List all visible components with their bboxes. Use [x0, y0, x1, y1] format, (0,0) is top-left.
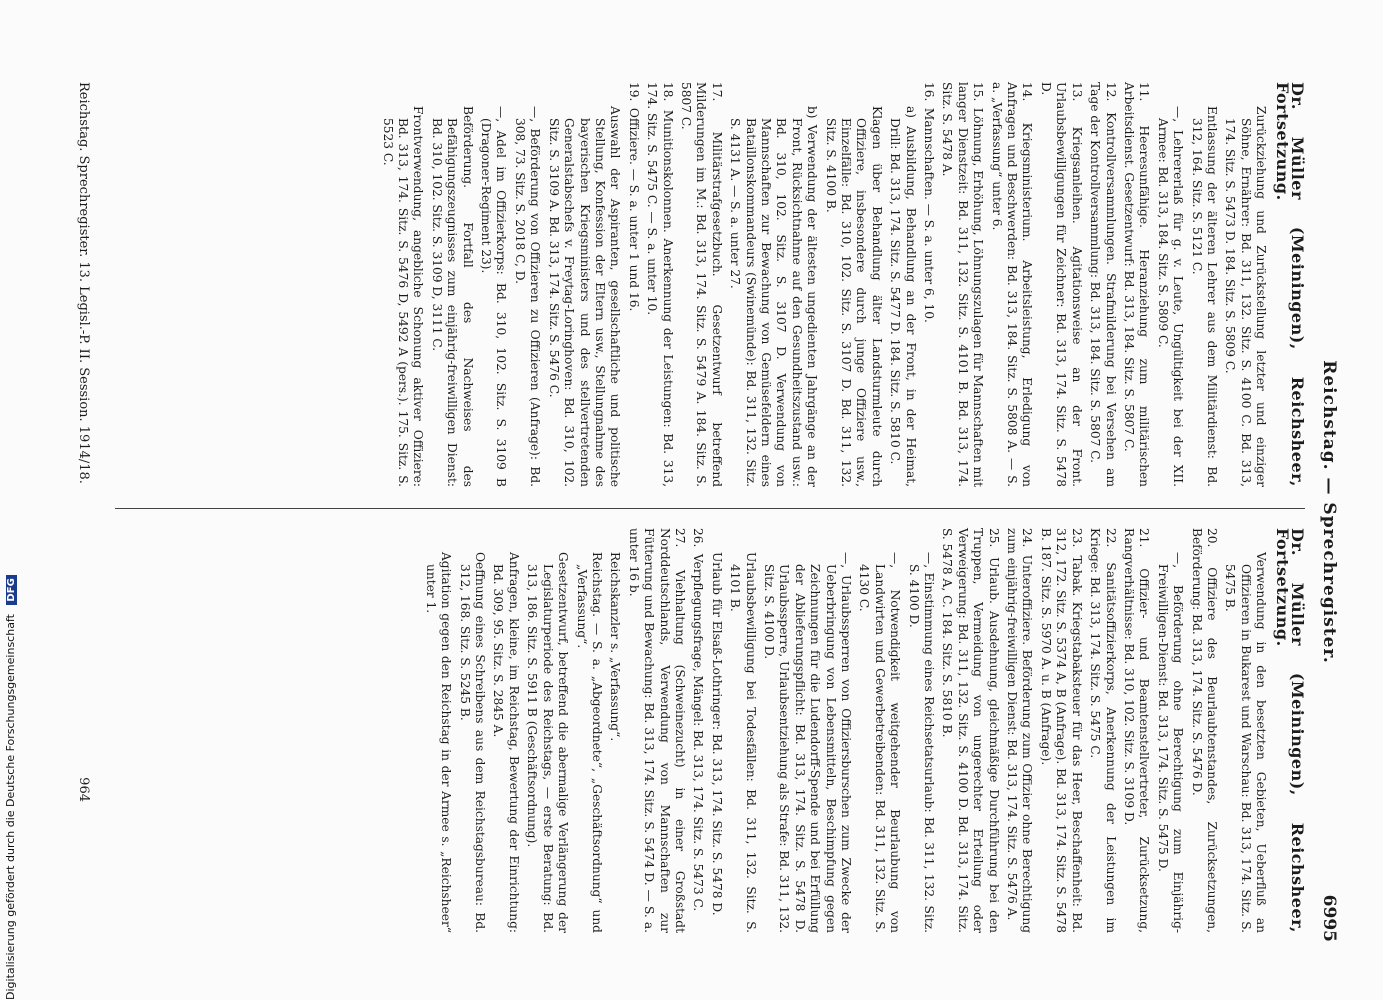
entry-text: Reichstag. — S. a. „Abgeordnete“, „Geschäftsordnung“ und „Verfassung“. — [574, 552, 604, 933]
entry-text: —, Urlaubssperren von Offiziersburschen zum Zwecke der Ueberbringung von Lebensmitteln, Beschimpfung gegen Zeichnungen für die Ludendorff-Spende und bei Erfüllung der Ablieferungspflicht: Bd. 313, 174. Sitz. S. 5478 D. Urlaubssperre, Urlaubsentziehung als Strafe: Bd. 311, 132. Sitz. S. 4100 D. — [762, 552, 854, 933]
entry-text: Verwendung in den besetzten Gebieten, Ueberfluß an Offizieren in Bukarest und Warschau: Bd. 313, 174. Sitz. S. 5475 B. — [1223, 552, 1269, 933]
register-entry — [727, 106, 819, 487]
entry-number: 21. — [1137, 528, 1152, 548]
register-entry — [939, 82, 985, 487]
running-head — [1309, 82, 1339, 942]
entry-text: Oeffnung eines Schreibens aus dem Reichstagsbureau: Bd. 312, 168. Sitz. S. 5245 B. — [457, 552, 488, 933]
running-head-title: Reichstag. — Sprechregister. — [1319, 360, 1339, 664]
register-entry — [573, 552, 604, 933]
right-column — [96, 528, 1305, 933]
entry-number: 15. — [971, 82, 986, 102]
entry-number: 24. — [1020, 528, 1035, 548]
entry-text: Urlaubsbewilligung bei Todesfällen: Bd. 311, 132. Sitz. S. 4101 B. — [728, 552, 758, 933]
entry-text: Entlassung der älteren Lehrer aus dem Militärdienst: Bd. 312, 164. Sitz. S. 5121 C. — [1189, 106, 1219, 487]
entry-number: 12. — [1103, 82, 1118, 102]
entry-text: Kriegsministerium. Arbeitsleistung, Erledigung von Anfragen und Beschwerden: Bd. 313, 184. Sitz. S. 5808 A. — S. a. „Verfassung“ unter 6. — [989, 82, 1035, 487]
page-footer — [67, 82, 91, 942]
register-entry — [727, 552, 758, 933]
register-entry — [456, 552, 487, 933]
page-number: 6995 — [1319, 894, 1339, 942]
right-entry-list — [422, 528, 1268, 933]
register-entry — [708, 552, 723, 933]
register-entry — [545, 106, 622, 487]
entry-text: Urlaub für Elsaß-Lothringer: Bd. 313, 174. Sitz. S. 5478 D. — [709, 552, 724, 916]
entry-text: —, Adel im Offizierkorps: Bd. 310, 102. Sitz. S. 3109 B (Dragoner-Regiment 23). — [479, 106, 509, 487]
entry-text: —, Einstimmung eines Reichsetatsurlaub: Bd. 311, 132. Sitz. S. 4100 D. — [906, 552, 937, 933]
register-entry — [1038, 528, 1084, 933]
entry-text: Militärstrafgesetzbuch. Gesetzentwurf betreffend Milderungen im M.: Bd. 313, 174. Sitz. S. 5479 A. 184. Sitz. S. 5807 C. — [678, 82, 724, 487]
entry-number: 18. — [660, 82, 675, 102]
entry-number: 20. — [1204, 528, 1219, 548]
entry-text: Offiziere. — S. a. unter 1 und 16. — [626, 107, 641, 312]
left-column-heading: Dr. Müller (Meiningen), Reichsheer, Fortsetzung. — [1272, 82, 1307, 487]
register-entry — [1087, 82, 1118, 487]
register-entry — [478, 106, 509, 487]
entry-text: Reichskanzler s. „Verfassung“. — [608, 552, 623, 742]
entry-number: 26. — [691, 528, 706, 548]
register-entry — [512, 106, 543, 487]
entry-text: Klagen über Behandlung älter Landsturmleute durch Offiziere, insbesondere durch junge Offiziere usw., Einzelfälle: Bd. 310, 102. Sitz. S. 3107 D. Bd. 311, 132. Sitz. S. 4100 B. — [823, 106, 884, 487]
footer-register-line: Reichstag. Sprechregister. 13. Legisl.-P. II. Session. 1914/18. — [76, 82, 91, 484]
register-entry — [905, 552, 936, 933]
entry-number: 14. — [1020, 82, 1035, 102]
digitization-credit — [4, 0, 17, 1000]
register-entry — [939, 528, 1001, 933]
entry-number: 22. — [1103, 528, 1118, 548]
register-entry — [524, 552, 570, 933]
register-entry — [644, 82, 675, 487]
left-column — [96, 82, 1305, 487]
register-entry — [1004, 528, 1035, 933]
entry-number: 16. — [922, 82, 937, 102]
entry-text: Verpflegungsfrage, Mängel: Bd. 313, 174. Sitz. S. 5473 C. — [691, 553, 706, 912]
register-entry — [1188, 106, 1219, 487]
entry-text: —, Lehrererlaß für g. v. Leute, Ungültigkeit bei der XII. Armee: Bd. 313, 184. Sitz. S. 5809 C. — [1155, 106, 1186, 487]
register-entry — [1154, 552, 1185, 933]
entry-text: Offiziere des Beurlaubtenstandes, Zurücksetzungen, Beförderung: Bd. 313, 174. Sitz. S. 5476 D. — [1189, 528, 1219, 934]
entry-text: Kontrollversammlungen. Strafmilderung bei Versehen am Tage der Kontrollversammlung: Bd. 313, 184. Sitz. S. 5807 C. — [1088, 82, 1118, 487]
register-entry — [490, 552, 521, 933]
entry-text: Agitation gegen den Reichstag in der Armee s. „Reichsheer“ unter 1. — [423, 552, 454, 933]
entry-text: a) Ausbildung, Behandlung an der Front, in der Heimat, Drill: Bd. 313, 174. Sitz. S. 5477 D. 184. Sitz. S. 5810 C. — [888, 106, 918, 487]
register-entry — [1154, 106, 1185, 487]
entry-text: Sanitätsoffizierkorps, Anerkennung der Leistungen im Kriege: Bd. 313, 174. Sitz. S. 5475 C. — [1088, 528, 1118, 934]
entry-text: Mannschaften. — S. a. unter 6, 10. — [922, 107, 937, 323]
entry-number: 25. — [986, 528, 1001, 548]
entry-text: Beförderung. Fortfall des Nachweises des Befähigungszeugnisses zum einjährig-freiwilligen Dienst: Bd. 310, 102. Sitz. S. 3109 D, 3111 C. — [429, 106, 475, 487]
entry-text: Tabak. Kriegstabaksteuer für das Heer, Beschaffenheit: Bd. 312, 172. Sitz. S. 5374 A, B (Anfrage). Bd. 313, 174. Sitz. S. 5478 B. 187. Sitz. S. 5970 A. u. B (Anfrage). — [1038, 528, 1084, 934]
register-entry — [856, 552, 902, 933]
entry-text: Offizier- und Beamtenstellvertreter, Zurücksetzung, Rangverhältnisse: Bd. 310, 102. Sitz. S. 3109 D. — [1121, 528, 1152, 934]
register-entry — [1222, 106, 1268, 487]
register-entry — [625, 82, 640, 487]
entry-text: Kriegsanleihen. Agitationsweise an der Front. Urlaubsbewilligungen für Zeichner: Bd. 313, 174. Sitz. S. 5478 D. — [1038, 82, 1084, 488]
entry-number: 23. — [1069, 528, 1084, 548]
register-entry — [607, 552, 622, 933]
register-entry — [887, 106, 918, 487]
register-entry — [1121, 82, 1152, 487]
register-entry — [678, 82, 724, 487]
register-entry — [1222, 552, 1268, 933]
dfg-logo: DFG — [6, 575, 17, 604]
entry-text: Anfragen, kleine, im Reichstag, Bewertung der Einrichtung: Bd. 309, 95. Sitz. S. 2845 A. — [491, 552, 521, 933]
entry-text: Auswahl der Aspiranten, gesellschaftliche und politische Stellung, Konfession der Eltern usw., Stellungnahme des bayerischen Kriegsministers und des stellvertretenden Generalstabschefs v. Freytag-Loringhoven: Bd. 310, 102. Sitz. S. 3109 A. Bd. 313, 174. Sitz. S. 5476 C. — [546, 106, 623, 487]
entry-number: 13. — [1069, 82, 1084, 102]
entry-text: Heeresunfähige. Heranziehung zum militärischen Arbeitsdienst. Gesetzentwurf: Bd. 313, 184. Sitz. S. 5807 C. — [1121, 82, 1152, 487]
entry-text: Viehhaltung (Schweinezucht) in einer Großstadt Norddeutschlands, Verwendung von Mannschaften zur Fütterung und Bewachung: Bd. 313, 174. Sitz. S. 5474 D. — S. a. unter 16 b. — [626, 528, 687, 934]
entry-text: Urlaub. Ausdehnung, gleichmäßige Durchführung bei den Truppen, Vermeidung von ungerechter Erteilung oder Verweigerung: Bd. 311, 132. Sitz. S. 4100 D. Bd. 313, 174. Sitz. S. 5478 A, C. 184. Sitz. S. 5810 B. — [940, 528, 1001, 933]
entry-number: 27. — [672, 528, 687, 548]
entry-text: Munitionskolonnen. Anerkennung der Leistungen: Bd. 313, 174. Sitz. S. 5475 C. — S. a. unter 10. — [645, 82, 675, 487]
entry-number: 19. — [626, 82, 641, 102]
register-entry — [988, 82, 1034, 487]
entry-text: Unteroffiziere. Beförderung zum Offizier ohne Berechtigung zum einjährig-freiwilligen Dienst: Bd. 313, 174. Sitz. S. 5476 A. — [1005, 528, 1035, 933]
entry-text: Gesetzentwurf, betreffend die abermalige Verlängerung der Legislaturperiode des Reichstags, — erste Beratung: Bd. 313, 186. Sitz. S. 5911 B (Geschäftsordnung). — [525, 552, 571, 933]
right-column-heading: Dr. Müller (Meiningen), Reichsheer, Fortsetzung. — [1272, 528, 1307, 933]
entry-text: Löhnung, Erhöhung, Löhnungszulagen für Mannschaften mit langer Dienstzeit: Bd. 311, 132. Sitz. S. 4101 B. Bd. 313, 174. Sitz. S. 5478 A. — [940, 82, 986, 487]
entry-text: b) Verwendung der ältesten ungedienten Jahrgänge an der Front, Rücksichtnahme auf den Gesundheitszustand usw.: Bd. 310, 102. Sitz. S. 3107 D. Verwendung von Mannschaften zur Bewachung von Gemüsefeldern eines Bataillonskommandeurs (Swinemünde): Bd. 311, 132. Sitz. S. 4131 A. — S. a. unter 27. — [728, 106, 820, 487]
entry-text: —, Notwendigkeit weitgehender Beurlaubung von Landwirten und Gewerbetreibenden: Bd. 311, 132. Sitz. S. 4130 C. — [857, 552, 903, 933]
entry-number: 17. — [709, 82, 724, 102]
column-divider — [115, 508, 1305, 509]
left-entry-list — [379, 82, 1268, 487]
register-entry — [690, 528, 705, 933]
entry-text: Frontverwendung, angebliche Schonung aktiver Offiziere: Bd. 313, 174. Sitz. S. 5476 D, 5492 A (pers.). 175. Sitz. S. 5523 C. — [380, 106, 426, 487]
entry-text: —, Beförderung von Offizieren zu Offizieren (Anfrage): Bd. 308, 73. Sitz. S. 2018 C, D. — [512, 106, 543, 487]
entry-text: Zurückziehung und Zurückstellung letzter und einziger Söhne, Ernährer: Bd. 311, 132. Sitz. S. 4100 C. Bd. 313, 174. Sitz. S. 5473 D. 184. Sitz. S. 5809 C. — [1223, 106, 1269, 487]
register-entry — [422, 552, 453, 933]
entry-text: —, Beförderung ohne Berechtigung zum Einjährig-Freiwilligen-Dienst: Bd. 313, 174. Sitz. S. 5475 D. — [1155, 552, 1186, 933]
register-entry — [1038, 82, 1084, 487]
register-entry — [1188, 528, 1219, 933]
register-entry — [761, 552, 853, 933]
register-entry — [921, 82, 936, 487]
register-entry — [625, 528, 687, 933]
register-entry — [379, 106, 425, 487]
entry-number: 11. — [1137, 82, 1152, 102]
register-entry — [1121, 528, 1152, 933]
register-entry — [1087, 528, 1118, 933]
footer-page-mark: 964 — [76, 777, 91, 802]
credit-text: Digitalisierung gefördert durch die Deutsche Forschungsgemeinschaft — [4, 614, 17, 1000]
register-entry — [822, 106, 884, 487]
register-entry — [428, 106, 474, 487]
